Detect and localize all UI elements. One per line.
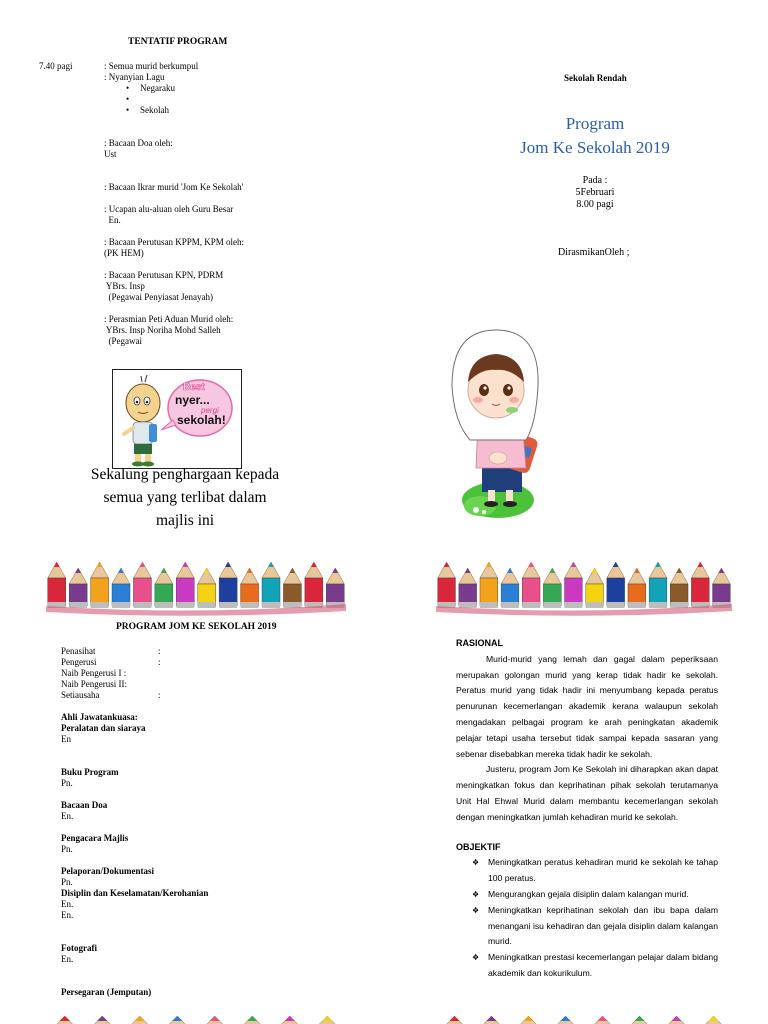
role-row xyxy=(61,646,311,657)
pencil-icon xyxy=(698,1016,729,1024)
role-label: Setiausaha xyxy=(61,690,100,700)
schedule-item: (Pegawai xyxy=(104,336,142,346)
schedule-item: : Bacaan Doa oleh: xyxy=(104,138,173,148)
program-title xyxy=(500,112,690,160)
pencil-icon xyxy=(476,1016,507,1024)
section-member: Pn. xyxy=(61,877,73,887)
objective-item: ❖ Meningkatkan peratus kehadiran murid ke sekolah ke tahap 100 peratus. xyxy=(472,855,718,887)
schedule-item: YBrs. Insp Noriha Mohd Salleh xyxy=(104,325,221,335)
pencil-icon xyxy=(459,568,477,608)
role-label: Penasihat xyxy=(61,646,96,656)
schedule-item: : Nyanyian Lagu xyxy=(104,72,165,82)
schedule-item: : Perasmian Peti Aduan Murid oleh: xyxy=(104,314,234,324)
section-member: En. xyxy=(61,910,74,920)
pencil-icon xyxy=(69,568,87,608)
section-heading: Bacaan Doa xyxy=(61,800,108,810)
cartoon-boy-illustration xyxy=(113,370,241,468)
pencil-icon xyxy=(49,1016,81,1024)
program-title-line: Program xyxy=(565,114,625,133)
pencil-icon xyxy=(162,1016,194,1024)
pencil-icon xyxy=(586,568,604,608)
pencil-icon xyxy=(241,568,259,608)
pencil-icon xyxy=(661,1016,692,1024)
schedule-list xyxy=(104,61,284,347)
pencil-icon xyxy=(513,1016,544,1024)
section-heading: Pelaporan/Dokumentasi xyxy=(61,866,155,876)
pencil-border-decoration xyxy=(436,1014,732,1024)
bubble-text: sekolah! xyxy=(177,413,226,427)
event-date: 5Februari xyxy=(575,187,615,198)
pencil-border-decoration xyxy=(46,562,346,614)
schedule-item: YBrs. Insp xyxy=(104,281,145,291)
schedule-time: 7.40 pagi xyxy=(39,61,73,71)
pencil-icon xyxy=(587,1016,618,1024)
tentatif-title: TENTATIF PROGRAM xyxy=(128,37,228,47)
objective-list xyxy=(456,855,718,981)
song-item: • Sekolah xyxy=(126,105,284,116)
role-row xyxy=(61,679,311,690)
pencil-icon xyxy=(691,562,709,608)
rationale-paragraph: Murid-murid yang lemah dan gagal dalam peperiksaan merupakan golongan murid yang kerap tidak hadir ke sekolah. Peratus murid yang tidak hadir ini menyumbang kepada peratus penurunan kecemerlangan akademik kerana walaupun sekolah mengadakan pelbagai program ke arah peningkatan akademik pelajar tetapi usaha tersebut tidak sampai kepada sasaran yang sebenar disebabkan mereka tidak hadir ke sekolah. xyxy=(456,653,718,759)
pencil-icon xyxy=(670,568,688,608)
objective-heading: OBJEKTIF xyxy=(456,841,501,852)
schedule-item: En. xyxy=(104,215,121,225)
bubble-text: Best xyxy=(183,382,205,393)
appreciation-line: Sekalung penghargaan kepada xyxy=(90,466,280,483)
pencil-icon xyxy=(176,562,194,608)
role-label: Naib Pengerusi II: xyxy=(61,679,127,689)
cartoon-boy-image xyxy=(112,369,242,469)
appreciation-text xyxy=(60,463,310,529)
section-heading: Disiplin dan Keselamatan/Kerohanian xyxy=(61,888,209,898)
schedule-item: : Bacaan Ikrar murid 'Jom Ke Sekolah' xyxy=(104,182,244,192)
pencil-icon xyxy=(550,1016,581,1024)
committee-title: PROGRAM JOM KE SEKOLAH 2019 xyxy=(116,622,277,632)
school-name: Sekolah Rendah xyxy=(564,73,627,83)
pencil-border-decoration xyxy=(436,562,732,614)
schedule-item: : Bacaan Perutusan KPPM, KPM oleh: xyxy=(104,237,244,247)
objective-item: ❖ Meningkatkan keprihatinan sekolah dan ibu bapa dalam menangani isu kehadiran dan gejala disiplin dalam kalangan murid. xyxy=(472,903,718,950)
officiated-by-label: DirasmikanOleh ; xyxy=(558,247,630,258)
section-member: Pn. xyxy=(61,778,73,788)
song-list xyxy=(104,83,284,116)
role-value: : xyxy=(158,646,161,656)
cartoon-girl-illustration xyxy=(440,324,550,524)
committee-subtitle: Ahli Jawatankuasa: xyxy=(61,712,138,722)
role-label: Naib Pengerusi I : xyxy=(61,668,127,678)
pencil-icon xyxy=(199,1016,231,1024)
pencil-icon xyxy=(501,568,519,608)
pencil-icon xyxy=(713,568,731,608)
rationale-heading: RASIONAL xyxy=(456,638,503,648)
pencil-icon xyxy=(326,568,344,608)
pencil-icon xyxy=(112,568,130,608)
objective-item: ❖ Meningkatkan prestasi kecemerlangan pelajar dalam bidang akademik dan kokurikulum. xyxy=(472,950,718,982)
pada-label: Pada : xyxy=(582,175,608,186)
program-title-line: Jom Ke Sekolah 2019 xyxy=(520,138,670,157)
section-heading: Fotografi xyxy=(61,943,97,953)
pencil-icon xyxy=(274,1016,306,1024)
pencil-icon xyxy=(624,1016,655,1024)
pencil-icon xyxy=(155,568,173,608)
section-heading: Persegaran (Jemputan) xyxy=(61,987,152,997)
pencil-icon xyxy=(522,562,540,608)
appreciation-line: majlis ini xyxy=(155,512,215,529)
event-time: 8.00 pagi xyxy=(576,199,614,210)
pencil-icon xyxy=(87,1016,119,1024)
role-row xyxy=(61,657,311,668)
pencil-icon xyxy=(480,562,498,608)
section-heading: Pengacara Majlis xyxy=(61,833,129,843)
rationale-paragraph: Justeru, program Jom Ke Sekolah ini diharapkan akan dapat meningkatkan fokus dan keprihatinan pihak sekolah terutamanya Unit Hal Ehwal Murid dalam membantu kecemerlangan sekolah dengan meningkatkan jumlah kehadiran murid ke sekolah. xyxy=(456,764,718,822)
role-value: : xyxy=(158,657,161,667)
pencil-border-decoration xyxy=(46,1014,346,1024)
schedule-item: Ust xyxy=(104,149,117,159)
pencil-icon xyxy=(543,568,561,608)
section-member: En. xyxy=(61,954,74,964)
rationale-section xyxy=(456,636,718,982)
song-item: • Negaraku xyxy=(126,83,284,94)
pencil-icon xyxy=(283,568,301,608)
schedule-item: : Bacaan Perutusan KPN, PDRM xyxy=(104,270,224,280)
pencil-icon xyxy=(198,568,216,608)
section-member: En. xyxy=(61,811,74,821)
section-member: En. xyxy=(61,899,74,909)
pencil-icon xyxy=(565,562,583,608)
role-row xyxy=(61,668,311,679)
pencil-icon xyxy=(305,562,323,608)
appreciation-line: semua yang terlibat dalam xyxy=(103,489,267,506)
pencil-icon xyxy=(219,562,237,608)
pencil-icon xyxy=(262,562,280,608)
pencil-icon xyxy=(438,562,456,608)
schedule-item: : Semua murid berkumpul xyxy=(104,61,199,71)
schedule-item: : Ucapan alu-aluan oleh Guru Besar xyxy=(104,204,234,214)
pencil-icon xyxy=(628,568,646,608)
pencil-icon xyxy=(439,1016,470,1024)
role-label: Pengerusi xyxy=(61,657,97,667)
pencil-icon xyxy=(124,1016,156,1024)
bubble-text: nyer... xyxy=(175,393,210,407)
event-date-block xyxy=(520,175,670,211)
pencil-icon xyxy=(48,562,66,608)
song-item xyxy=(126,94,284,105)
schedule-item: (PK HEM) xyxy=(104,248,144,258)
pencil-icon xyxy=(91,562,109,608)
schedule-item: (Pegawai Penyiasat Jenayah) xyxy=(104,292,213,302)
cartoon-girl-image xyxy=(440,324,550,524)
section-member: Pn. xyxy=(61,844,73,854)
section-heading: Peralatan dan siaraya xyxy=(61,723,146,733)
pencil-icon xyxy=(133,562,151,608)
pencil-icon xyxy=(237,1016,269,1024)
pencil-icon xyxy=(649,562,667,608)
committee-list xyxy=(61,646,311,998)
section-member: En xyxy=(61,734,71,744)
role-row xyxy=(61,690,311,701)
role-value: : xyxy=(158,690,161,700)
pencil-icon xyxy=(607,562,625,608)
pencil-icon xyxy=(312,1016,344,1024)
objective-item: ❖ Mengurangkan gejala disiplin dalam kalangan murid. xyxy=(472,887,718,903)
section-heading: Buku Program xyxy=(61,767,119,777)
bubble-text: pergi xyxy=(201,406,219,415)
